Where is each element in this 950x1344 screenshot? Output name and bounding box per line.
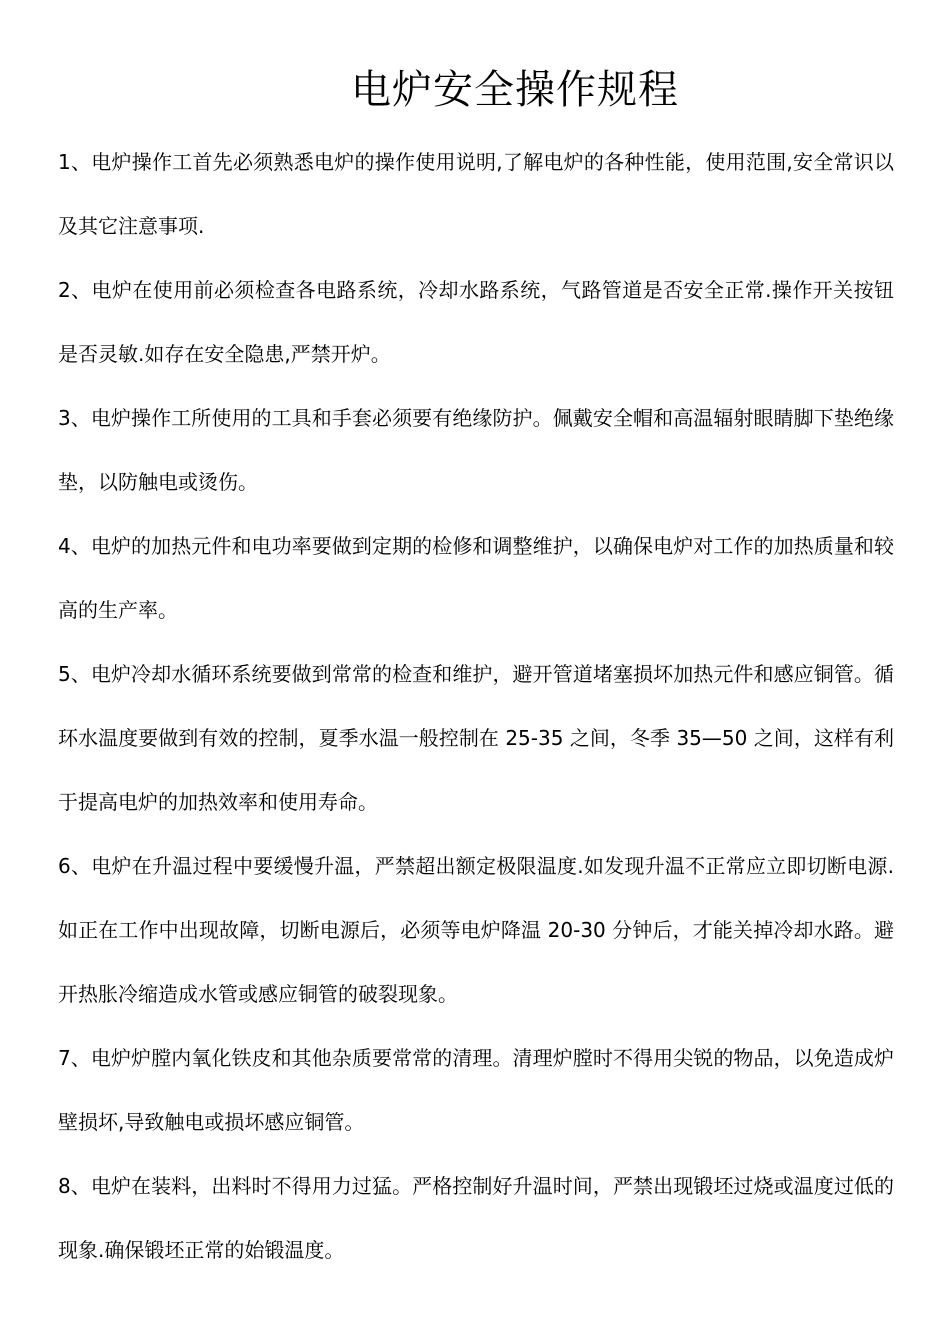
paragraph-6: 6、电炉在升温过程中要缓慢升温，严禁超出额定极限温度.如发现升温不正常应立即切断电源.如正在工作中出现故障，切断电源后，必须等电炉降温 20-30 分钟后，才能关掉冷却水路。避开热胀冷缩造成水管或感应铜管的破裂现象。 bbox=[58, 854, 894, 1006]
paragraph-1: 1、电炉操作工首先必须熟悉电炉的操作使用说明,了解电炉的各种性能，使用范围,安全常识以及其它注意事项. bbox=[58, 150, 894, 238]
paragraph-5: 5、电炉冷却水循环系统要做到常常的检查和维护，避开管道堵塞损坏加热元件和感应铜管。循环水温度要做到有效的控制，夏季水温一般控制在 25-35 之间，冬季 35—50 之间，这样有利于提高电炉的加热效率和使用寿命。 bbox=[58, 662, 894, 814]
paragraph-7: 7、电炉炉膛内氧化铁皮和其他杂质要常常的清理。清理炉膛时不得用尖锐的物品，以免造成炉壁损坏,导致触电或损坏感应铜管。 bbox=[58, 1046, 894, 1134]
document-title: 电炉安全操作规程 bbox=[351, 67, 679, 113]
paragraph-2: 2、电炉在使用前必须检查各电路系统，冷却水路系统，气路管道是否安全正常.操作开关按钮是否灵敏.如存在安全隐患,严禁开炉。 bbox=[58, 278, 894, 366]
document-body bbox=[58, 130, 894, 1282]
paragraph-4: 4、电炉的加热元件和电功率要做到定期的检修和调整维护，以确保电炉对工作的加热质量和较高的生产率。 bbox=[58, 534, 894, 622]
paragraph-8: 8、电炉在装料，出料时不得用力过猛。严格控制好升温时间，严禁出现锻坯过烧或温度过低的现象.确保锻坯正常的始锻温度。 bbox=[58, 1174, 894, 1262]
paragraph-3: 3、电炉操作工所使用的工具和手套必须要有绝缘防护。佩戴安全帽和高温辐射眼睛脚下垫绝缘垫，以防触电或烫伤。 bbox=[58, 406, 894, 494]
